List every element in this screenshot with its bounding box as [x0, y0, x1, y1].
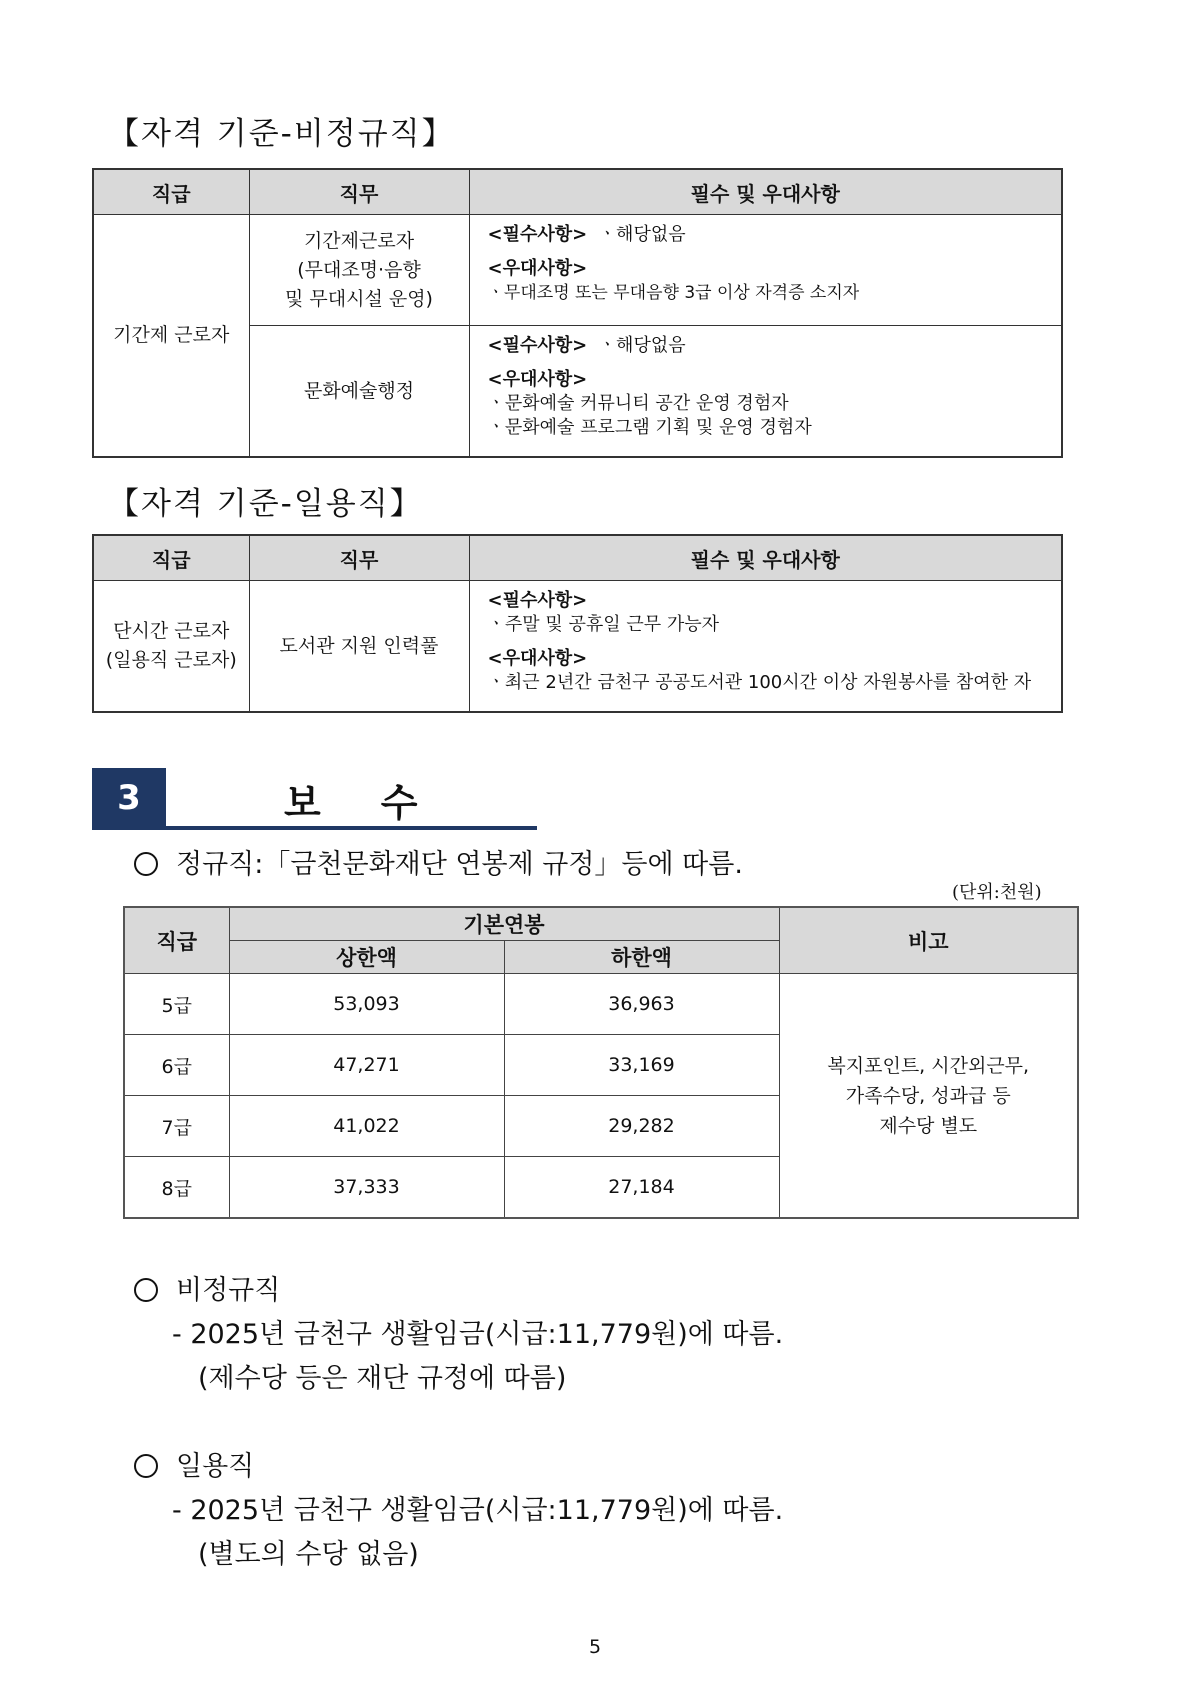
- grade-cell: [93, 581, 249, 713]
- required-item: ㆍ주말 및 공휴일 근무 가능자: [487, 614, 720, 635]
- grade-cell: 기간제 근로자: [93, 215, 249, 458]
- preferred-label: <우대사항>: [487, 648, 588, 669]
- section-title: 보수: [284, 781, 478, 825]
- section-3-header: [92, 768, 537, 830]
- table-nonregular-criteria: [92, 168, 1063, 458]
- preferred-item: ㆍ문화예술 프로그램 기획 및 운영 경험자: [487, 417, 812, 438]
- note-line: 복지포인트, 시간외근무,: [827, 1054, 1030, 1077]
- table-daily-criteria: [92, 534, 1063, 713]
- note-cell: [779, 974, 1078, 1219]
- required-label: <필수사항>: [487, 224, 588, 245]
- preferred-label: <우대사항>: [487, 369, 588, 390]
- upper-cell: 47,271: [229, 1035, 504, 1096]
- regular-staff-paragraph: [130, 842, 743, 881]
- salary-table: [123, 906, 1079, 1219]
- header-note: 비고: [779, 907, 1078, 974]
- nonregular-heading: [130, 1268, 280, 1307]
- required-value: ㆍ해당없음: [598, 335, 686, 356]
- preferred-label: <우대사항>: [487, 258, 588, 279]
- circle-bullet-icon: [134, 1278, 158, 1302]
- grade-cell: 7급: [124, 1096, 229, 1157]
- daily-line2: (별도의 수당 없음): [198, 1539, 419, 1570]
- header-requirements: 필수 및 우대사항: [469, 535, 1062, 581]
- section-underline: [92, 826, 537, 830]
- upper-cell: 37,333: [229, 1157, 504, 1219]
- duty-cell: 도서관 지원 인력풀: [249, 581, 469, 713]
- upper-cell: 53,093: [229, 974, 504, 1035]
- header-grade: 직급: [93, 169, 249, 215]
- header-upper: 상한액: [229, 941, 504, 974]
- duty-line: 기간제근로자: [303, 229, 415, 252]
- lower-cell: 29,282: [504, 1096, 779, 1157]
- lower-cell: 36,963: [504, 974, 779, 1035]
- page-number: 5: [588, 1636, 602, 1658]
- nonregular-line2: (제수당 등은 재단 규정에 따름): [198, 1363, 567, 1394]
- table-header-row: [93, 535, 1062, 581]
- lower-cell: 27,184: [504, 1157, 779, 1219]
- required-value: ㆍ해당없음: [598, 224, 686, 245]
- grade-cell: 6급: [124, 1035, 229, 1096]
- heading-nonregular-criteria: 【자격 기준-비정규직】: [108, 116, 455, 152]
- circle-bullet-icon: [134, 1454, 158, 1478]
- duty-cell: [249, 215, 469, 326]
- requirements-cell: [469, 326, 1062, 458]
- note-line: 제수당 별도: [879, 1114, 978, 1137]
- required-label: <필수사항>: [487, 590, 588, 611]
- preferred-item: ㆍ최근 2년간 금천구 공공도서관 100시간 이상 자원봉사를 참여한 자: [487, 672, 1032, 693]
- requirements-cell: [469, 581, 1062, 713]
- header-duty: 직무: [249, 169, 469, 215]
- daily-title: 일용직: [176, 1451, 255, 1482]
- preferred-item: ㆍ무대조명 또는 무대음향 3급 이상 자격증 소지자: [487, 283, 860, 303]
- table-row: [93, 581, 1062, 713]
- grade-line: (일용직 근로자): [105, 649, 237, 671]
- grade-cell: 5급: [124, 974, 229, 1035]
- note-line: 가족수당, 성과급 등: [845, 1084, 1011, 1107]
- daily-heading: [130, 1444, 254, 1483]
- table-row: [124, 974, 1078, 1035]
- header-requirements: 필수 및 우대사항: [469, 169, 1062, 215]
- header-duty: 직무: [249, 535, 469, 581]
- lower-cell: 33,169: [504, 1035, 779, 1096]
- nonregular-line1: - 2025년 금천구 생활임금(시급:11,779원)에 따름.: [172, 1319, 784, 1350]
- requirements-cell: [469, 215, 1062, 326]
- section-number: 3: [92, 768, 166, 826]
- unit-label: (단위:천원): [952, 882, 1042, 903]
- nonregular-title: 비정규직: [176, 1275, 281, 1306]
- required-label: <필수사항>: [487, 335, 588, 356]
- heading-daily-criteria: 【자격 기준-일용직】: [108, 486, 423, 522]
- circle-bullet-icon: [134, 852, 158, 876]
- grade-line: 단시간 근로자: [113, 620, 230, 642]
- header-grade: 직급: [93, 535, 249, 581]
- table-header-row: [124, 907, 1078, 941]
- table-row: [93, 215, 1062, 326]
- duty-line: (무대조명·음향: [297, 258, 421, 281]
- header-grade: 직급: [124, 907, 229, 974]
- daily-line1: - 2025년 금천구 생활임금(시급:11,779원)에 따름.: [172, 1495, 784, 1526]
- duty-cell: 문화예술행정: [249, 326, 469, 458]
- header-base-salary: 기본연봉: [229, 907, 779, 941]
- upper-cell: 41,022: [229, 1096, 504, 1157]
- duty-line: 및 무대시설 운영): [285, 287, 433, 310]
- grade-cell: 8급: [124, 1157, 229, 1219]
- table-header-row: [93, 169, 1062, 215]
- regular-staff-text: 정규직:「금천문화재단 연봉제 규정」등에 따름.: [176, 849, 743, 880]
- header-lower: 하한액: [504, 941, 779, 974]
- preferred-item: ㆍ문화예술 커뮤니티 공간 운영 경험자: [487, 393, 789, 414]
